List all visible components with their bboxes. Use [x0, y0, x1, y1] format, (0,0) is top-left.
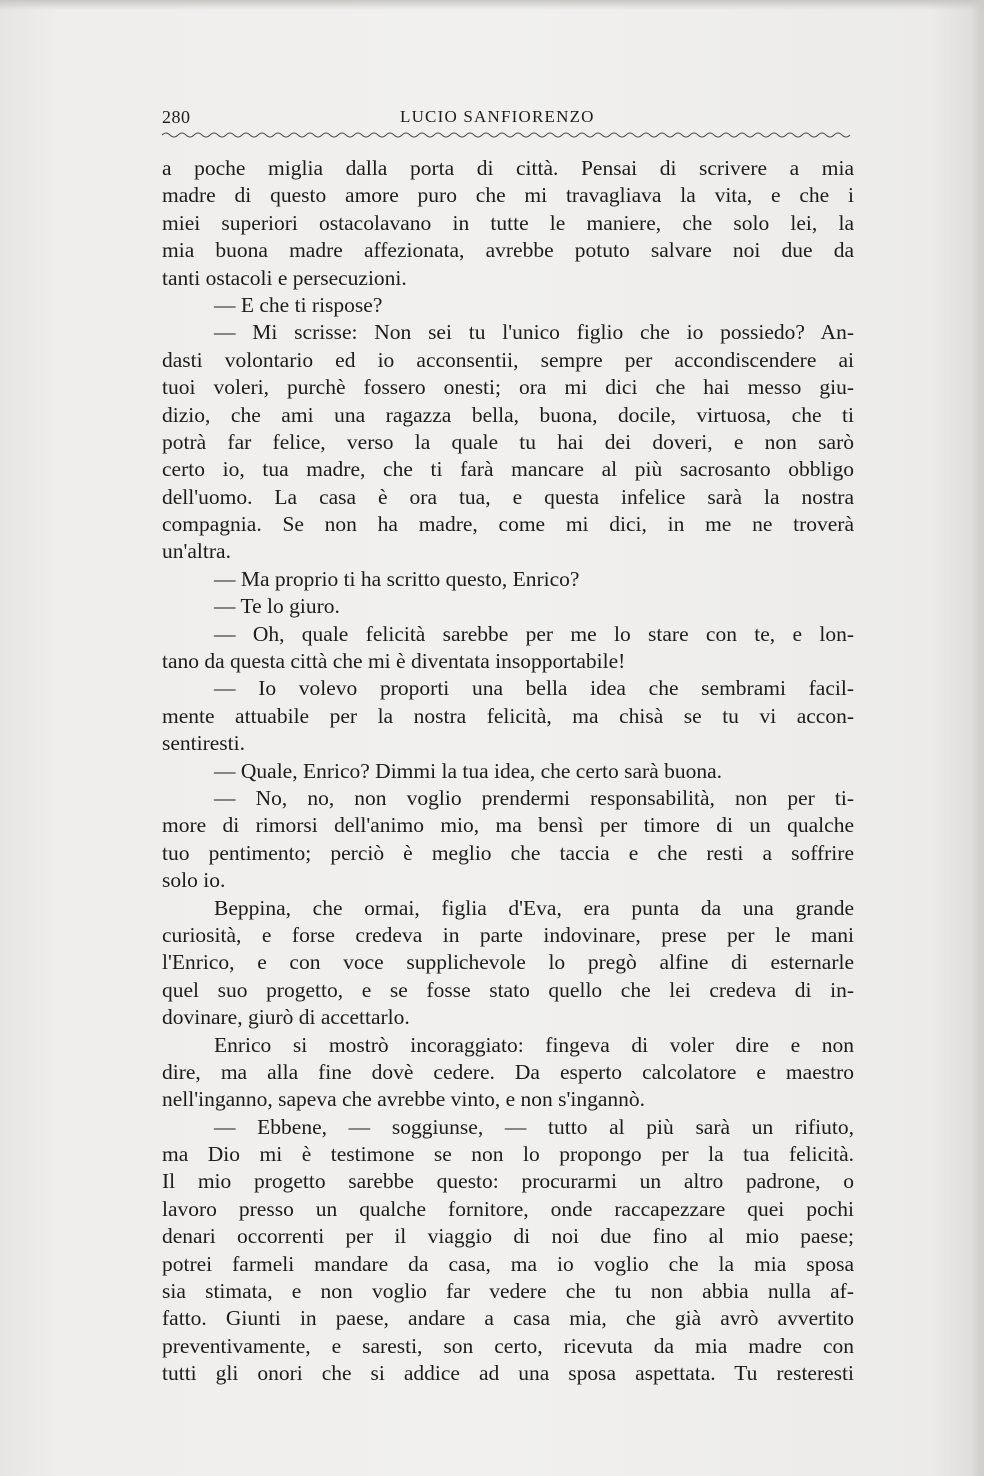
text-line: lavoro presso un qualche fornitore, onde raccapezzare quei pochi: [162, 1196, 854, 1221]
text-line: miei superiori ostacolavano in tutte le maniere, che solo lei, la: [162, 210, 854, 235]
page-edge-shadow: [970, 0, 984, 1476]
text-line: preventivamente, e saresti, son certo, ricevuta da mia madre con: [162, 1333, 854, 1358]
text-line: solo io.: [162, 868, 226, 893]
page-header: [162, 107, 852, 137]
text-line: potrà far felice, verso la quale tu hai dei doveri, e non sarò: [162, 429, 854, 454]
text-line: dell'uomo. La casa è ora tua, e questa infelice sarà la nostra: [162, 484, 854, 509]
text-line: dasti volontario ed io acconsentii, sempre per accondiscendere ai: [162, 347, 854, 372]
text-line: tuoi voleri, purchè fossero onesti; ora mi dici che hai messo giu-: [162, 375, 854, 400]
text-line: mente attuabile per la nostra felicità, ma chisà se tu vi accon-: [162, 703, 854, 728]
text-line: — E che ti rispose?: [214, 292, 383, 317]
text-line: Il mio progetto sarebbe questo: procurarmi un altro padrone, o: [162, 1169, 854, 1194]
text-line: a poche miglia dalla porta di città. Pensai di scrivere a mia: [162, 156, 854, 180]
text-line: potrei farmeli mandare da casa, ma io voglio che la mia sposa: [162, 1251, 854, 1276]
text-line: — Ebbene, — soggiunse, — tutto al più sarà un rifiuto,: [214, 1114, 854, 1139]
text-line: — Mi scrisse: Non sei tu l'unico figlio che io possiedo? An-: [214, 320, 854, 345]
text-line: l'Enrico, e con voce supplichevole lo pregò alfine di esternarle: [162, 950, 854, 975]
text-line: sentiresti.: [162, 731, 245, 756]
text-line: — Io volevo proporti una bella idea che sembrami facil-: [214, 676, 854, 701]
running-head: LUCIO SANFIORENZO: [400, 107, 595, 126]
text-line: — Te lo giuro.: [214, 594, 340, 619]
text-line: curiosità, e forse credeva in parte indovinare, prese per le mani: [162, 922, 854, 947]
text-line: madre di questo amore puro che mi travagliava la vita, e che i: [162, 183, 854, 208]
text-line: sia stimata, e non voglio far vedere che tu non abbia nulla af-: [162, 1279, 854, 1304]
text-line: dire, ma alla fine dovè cedere. Da esperto calcolatore e maestro: [162, 1059, 854, 1084]
text-line: compagnia. Se non ha madre, come mi dici, in me ne troverà: [162, 512, 854, 537]
text-line: ma Dio mi è testimone se non lo propongo per la tua felicità.: [162, 1142, 854, 1167]
text-line: fatto. Giunti in paese, andare a casa mia, che già avrò avvertito: [162, 1306, 854, 1331]
body-text: [162, 155, 854, 1388]
text-line: — Ma proprio ti ha scritto questo, Enrico?: [214, 566, 580, 591]
page-top-shadow: [0, 0, 984, 10]
text-line: Beppina, che ormai, figlia d'Eva, era punta da una grande: [214, 895, 854, 920]
text-line: tutti gli onori che si addice ad una sposa aspettata. Tu resteresti: [162, 1361, 854, 1386]
text-line: — No, no, non voglio prendermi responsabilità, non per ti-: [214, 785, 854, 810]
text-line: mia buona madre affezionata, avrebbe potuto salvare noi due da: [162, 238, 854, 263]
text-line: Enrico si mostrò incoraggiato: fingeva di voler dire e non: [214, 1032, 854, 1057]
text-line: tanti ostacoli e persecuzioni.: [162, 265, 407, 290]
text-line: denari occorrenti per il viaggio di noi due fino al mio paese;: [162, 1224, 854, 1249]
text-line: certo io, tua madre, che ti farà mancare al più sacrosanto obbligo: [162, 457, 854, 482]
text-line: quel suo progetto, e se fosse stato quello che lei credeva di in-: [162, 977, 854, 1002]
text-line: more di rimorsi dell'animo mio, ma bensì per timore di un qualche: [162, 813, 854, 838]
text-line: — Oh, quale felicità sarebbe per me lo stare con te, e lon-: [214, 621, 854, 646]
text-line: un'altra.: [162, 539, 231, 564]
header-wavy-rule: [162, 131, 852, 139]
text-line: tano da questa città che mi è diventata insopportabile!: [162, 649, 626, 674]
text-line: — Quale, Enrico? Dimmi la tua idea, che certo sarà buona.: [214, 758, 723, 783]
page-number: 280: [162, 107, 191, 127]
text-line: tuo pentimento; perciò è meglio che taccia e che resti a soffrire: [162, 840, 854, 865]
text-line: dovinare, giurò di accettarlo.: [162, 1005, 410, 1030]
text-line: nell'inganno, sapeva che avrebbe vinto, e non s'ingannò.: [162, 1087, 645, 1112]
text-line: dizio, che ami una ragazza bella, buona, docile, virtuosa, che ti: [162, 402, 854, 427]
